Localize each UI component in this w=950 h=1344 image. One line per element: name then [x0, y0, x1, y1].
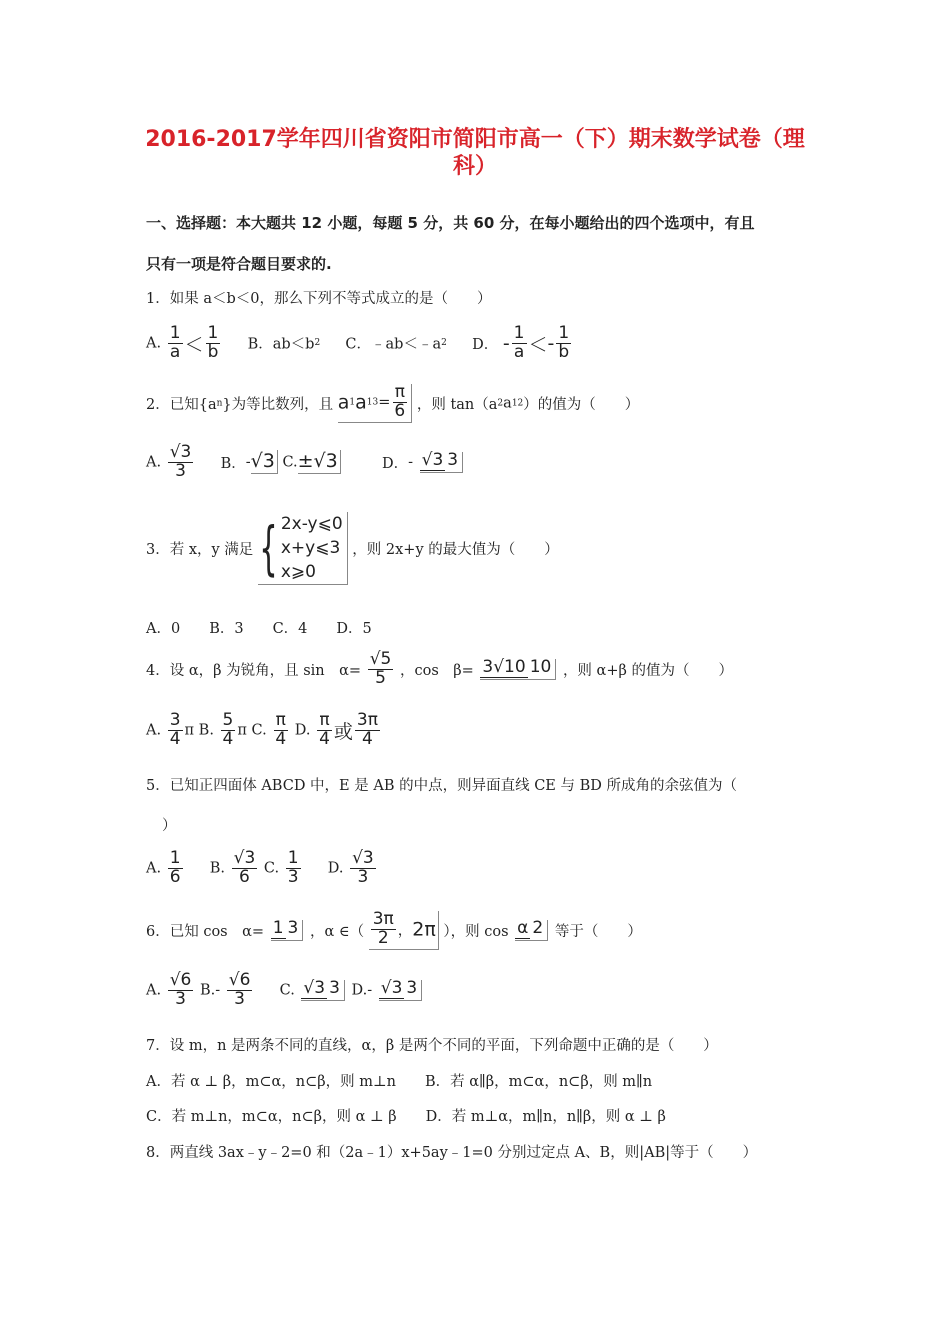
- q1-d-label: D．: [472, 336, 499, 353]
- section-heading-line-2: 只有一项是符合题目要求的.: [146, 255, 332, 273]
- q1-d-left-fraction: $\frac{1}{a}$: [513, 323, 525, 362]
- q2-condition: a1a13= $\frac{\pi}{6}$: [338, 384, 412, 423]
- q1-a-right-fraction: $\frac{1}{b}$: [207, 323, 219, 362]
- title-line-2: 科）: [452, 154, 497, 179]
- q2-d-fraction: √3 3: [420, 452, 463, 473]
- q2-a-fraction: $\frac{√3}{3}$: [169, 442, 192, 481]
- section-heading-line-1: 一、选择题：本大题共 12 小题，每题 5 分，共 60 分，在每小题给出的四个选项中，有且: [146, 214, 755, 232]
- q2-b-value: √3: [251, 450, 278, 474]
- q2-pi-over-6: $\frac{\pi}{6}$: [394, 382, 406, 421]
- q6-options: A. $\frac{√6}{3}$ B.- $\frac{√6}{3}$ C. √3 3 D.- √3 3: [146, 972, 424, 1009]
- q6-interval: $\frac{3\pi}{2}$ ，2π: [369, 911, 439, 950]
- q4-b-fraction: $\frac{5}{4}$: [222, 710, 234, 749]
- q4-options: A. $\frac{3}{4}$ π B. $\frac{5}{4}$ π C. $\frac{\pi}{4}$ D. $\frac{\pi}{4}$ 或 $\frac{3\pi}{4}$: [146, 710, 378, 749]
- q6-stem: 6．已知 cos α= 1 3 ，α ∈（ $\frac{3\pi}{2}$ ，2π ），则 cos α 2 等于（ ）: [146, 909, 642, 948]
- q2-c-value: ±√3: [298, 450, 341, 474]
- q1-options: [146, 325, 573, 362]
- q3-options: A．0 B．3 C．4 D．5: [146, 621, 372, 637]
- q1-d-right-fraction: $\frac{1}{b}$: [558, 323, 570, 362]
- q2-options: A. $\frac{√3}{3}$ B．-√3 C.±√3 D．- √3 3: [146, 444, 465, 481]
- title-line-1: 2016-2017学年四川省资阳市简阳市高一（下）期末数学试卷（理: [145, 127, 805, 152]
- q6-half-angle: α 2: [515, 920, 548, 941]
- q5-stem-close: ）: [162, 818, 177, 834]
- q1-a-label: A.: [146, 335, 162, 352]
- q4-sin-value: $\frac{√5}{5}$: [369, 649, 392, 688]
- q5-stem: 5．已知正四面体 ABCD 中，E 是 AB 的中点，则异面直线 CE 与 BD 所成角的余弦值为（: [146, 778, 737, 794]
- q4-d-fraction-1: $\frac{\pi}{4}$: [319, 710, 330, 749]
- q3-constraint-system: { 2x-y⩽0 x+y⩽3 x⩾0: [258, 512, 348, 585]
- q7-stem: 7．设 m，n 是两条不同的直线，α，β 是两个不同的平面，下列命题中正确的是（ ）: [146, 1038, 718, 1054]
- q1-d-neg2: -: [547, 332, 555, 355]
- q6-a-fraction: $\frac{√6}{3}$: [169, 970, 192, 1009]
- q1-stem: 1．如果 a＜b＜0，那么下列不等式成立的是（ ）: [146, 291, 492, 307]
- q1-a-op: ＜: [184, 333, 204, 356]
- q4-cos-value: 3√10 10: [480, 659, 556, 680]
- q4-stem: 4．设 α，β 为锐角，且 sin α= $\frac{√5}{5}$ ，cos β= 3√10 10 ，则 α+β 的值为（ ）: [146, 649, 733, 688]
- q2-stem: 2．已知{an}为等比数列，且 a1a13= $\frac{\pi}{6}$ ，则 tan（a2a12）的值为（ ）: [146, 382, 640, 421]
- q1-d-op: ＜: [528, 333, 548, 356]
- q1-b: B．ab＜b2: [247, 336, 321, 353]
- q1-c: C．﹣ab＜﹣a2: [345, 336, 447, 353]
- q6-c-fraction: √3 3: [301, 980, 344, 1001]
- q6-cos-value: 1 3: [271, 920, 304, 941]
- q4-d-fraction-2: $\frac{3\pi}{4}$: [356, 710, 378, 749]
- q5-options: A. $\frac{1}{6}$ B. $\frac{√3}{6}$ C. $\frac{1}{3}$ D. $\frac{√3}{3}$: [146, 848, 374, 887]
- q7-options-ab: A．若 α ⊥ β，m⊂α，n⊂β，则 m⊥n B．若 α∥β，m⊂α，n⊂β，则 m∥n: [146, 1074, 653, 1090]
- q5-d-fraction: $\frac{√3}{3}$: [352, 848, 374, 887]
- q1-a-left-fraction: $\frac{1}{a}$: [169, 323, 181, 362]
- q6-d-fraction: √3 3: [379, 980, 422, 1001]
- q4-c-fraction: $\frac{\pi}{4}$: [275, 710, 287, 749]
- q5-a-fraction: $\frac{1}{6}$: [169, 848, 181, 887]
- q8-stem: 8．两直线 3ax﹣y﹣2=0 和（2a﹣1）x+5ay﹣1=0 分别过定点 A、B，则|AB|等于（ ）: [146, 1145, 758, 1161]
- exam-title: [120, 126, 830, 180]
- q6-b-fraction: $\frac{√6}{3}$: [228, 970, 251, 1009]
- q5-b-fraction: $\frac{√3}{6}$: [233, 848, 256, 887]
- q7-options-cd: C．若 m⊥n，m⊂α，n⊂β，则 α ⊥ β D．若 m⊥α，m∥n，n∥β，则 α ⊥ β: [146, 1109, 666, 1125]
- q5-c-fraction: $\frac{1}{3}$: [287, 848, 299, 887]
- q4-a-fraction: $\frac{3}{4}$: [169, 710, 181, 749]
- q1-d-neg: -: [502, 332, 510, 355]
- q3-stem: 3．若 x，y 满足 { 2x-y⩽0 x+y⩽3 x⩾0 ，则 2x+y 的最大值为（ ）: [146, 512, 559, 585]
